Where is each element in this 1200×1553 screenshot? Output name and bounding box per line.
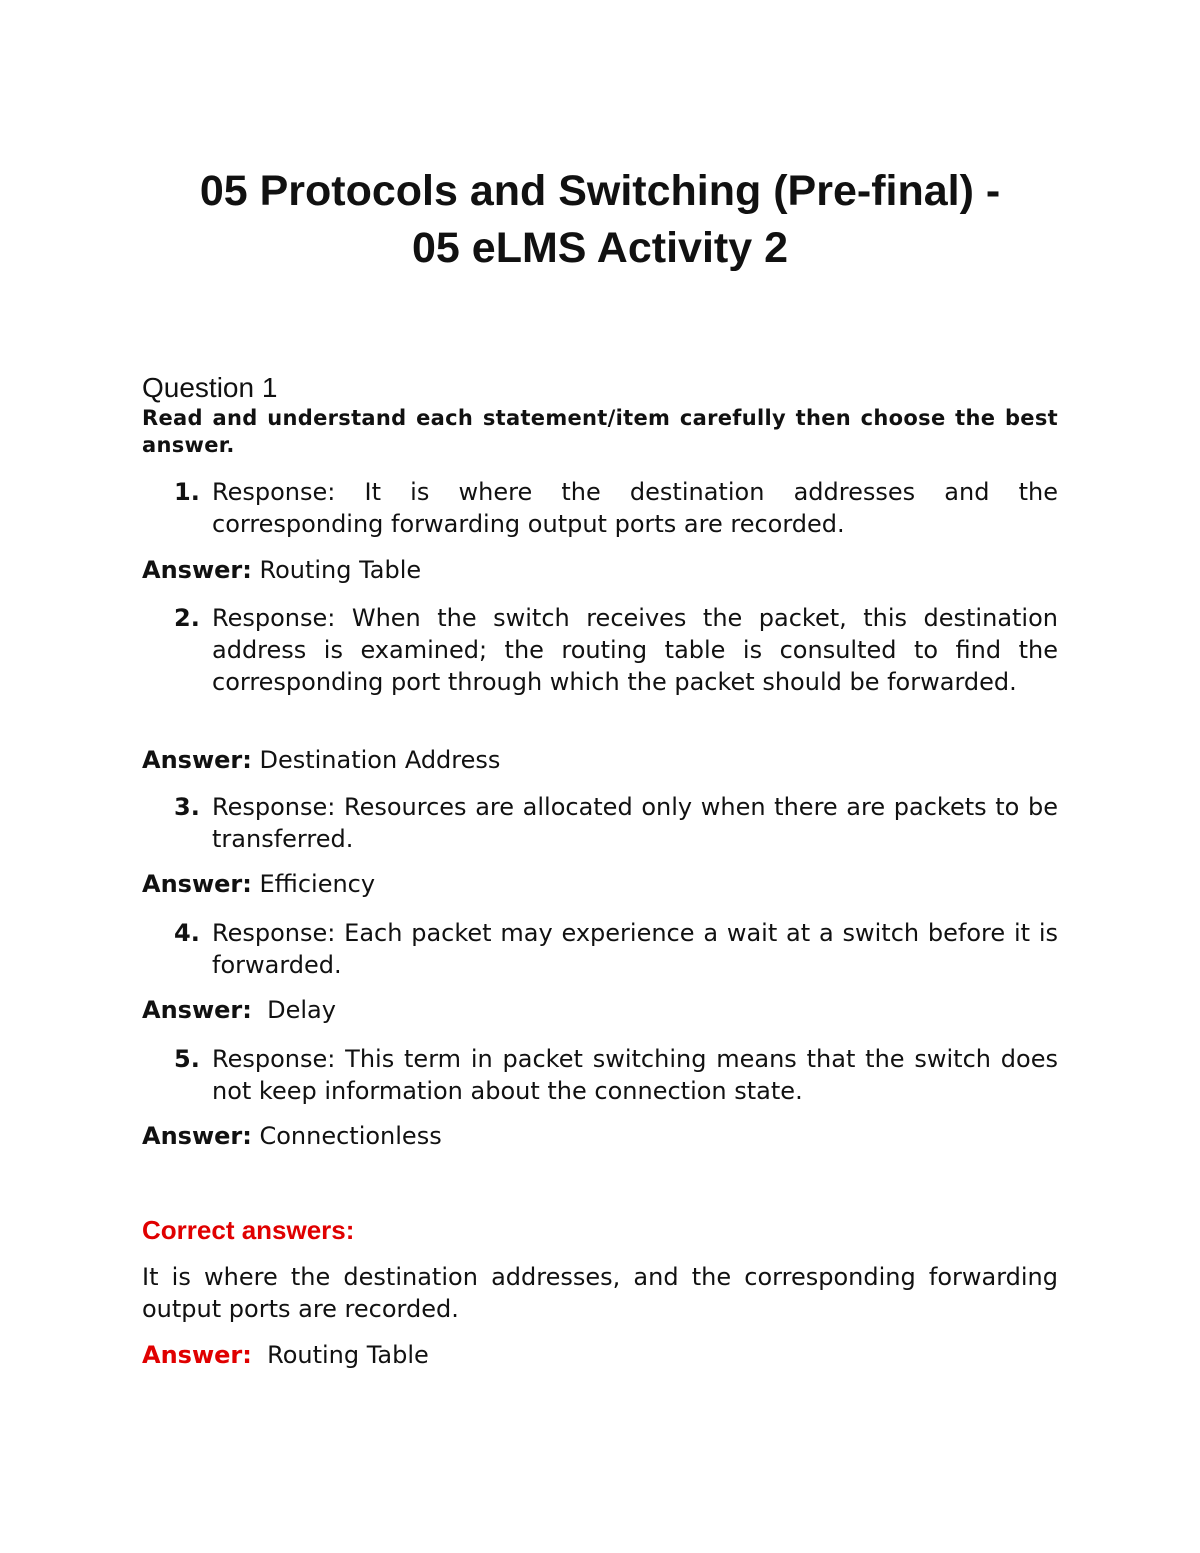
title-line-2: 05 eLMS Activity 2 [412, 224, 788, 272]
list-item-5 [174, 1043, 1058, 1107]
answer-label: Answer: [142, 870, 252, 898]
item-number: 3. [174, 793, 200, 821]
question-instruction: Read and understand each statement/item carefully then choose the best answer. [142, 406, 1058, 457]
correct-answers-heading: Correct answers: [142, 1215, 355, 1245]
answer-value: Routing Table [259, 556, 422, 584]
answer-value: Destination Address [259, 746, 501, 774]
answer-4 [142, 994, 336, 1026]
item-response: Response: Each packet may experience a wait at a switch before it is forwarded. [212, 919, 1058, 979]
list-item-4 [174, 917, 1058, 981]
question-header: Question 1 [142, 372, 278, 403]
list-item-2 [174, 602, 1058, 698]
document-title [100, 163, 1100, 277]
item-response: Response: This term in packet switching means that the switch does not keep information about the connection state. [212, 1045, 1058, 1105]
correct-answer-statement: It is where the destination addresses, and the corresponding forwarding output ports are recorded. [142, 1263, 1058, 1323]
item-response: Response: Resources are allocated only when there are packets to be transferred. [212, 793, 1058, 853]
answer-label: Answer: [142, 1122, 252, 1150]
item-response: Response: It is where the destination addresses and the corresponding forwarding output ports are recorded. [212, 478, 1058, 538]
answer-value: Efficiency [259, 870, 376, 898]
answer-3 [142, 868, 375, 900]
answer-value: Connectionless [259, 1122, 442, 1150]
answer-label: Answer: [142, 556, 252, 584]
answer-1 [142, 554, 421, 586]
answer-value: Delay [259, 996, 336, 1024]
item-number: 1. [174, 478, 200, 506]
answer-label: Answer: [142, 996, 252, 1024]
answer-5 [142, 1120, 442, 1152]
item-number: 4. [174, 919, 200, 947]
answer-2 [142, 744, 500, 776]
answer-label: Answer: [142, 746, 252, 774]
item-number: 5. [174, 1045, 200, 1073]
correct-answer-value: Routing Table [259, 1341, 429, 1369]
list-item-1 [174, 476, 1058, 540]
title-line-1: 05 Protocols and Switching (Pre-final) - [199, 167, 1001, 215]
correct-answer [142, 1339, 429, 1371]
list-item-3 [174, 791, 1058, 855]
item-number: 2. [174, 604, 200, 632]
correct-answer-label: Answer: [142, 1341, 252, 1369]
item-response: Response: When the switch receives the packet, this destination address is examined; the routing table is consulted to find the corresponding port through which the packet should be forwarded. [212, 604, 1058, 696]
